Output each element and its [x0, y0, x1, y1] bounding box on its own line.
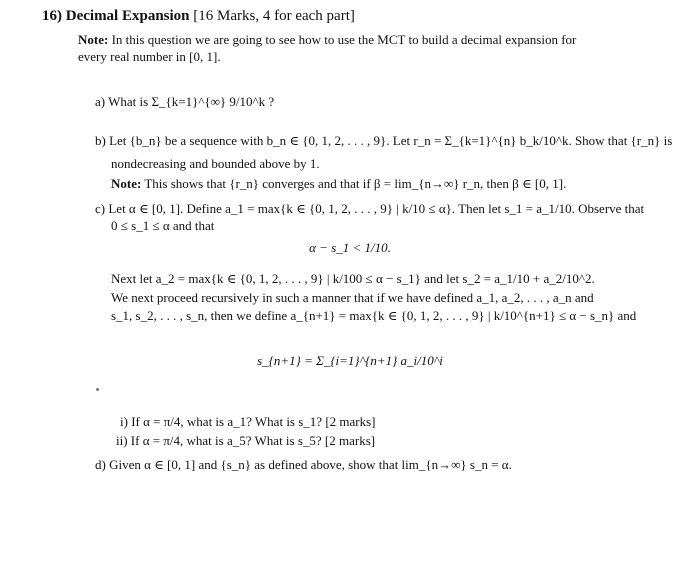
bullet-mark [96, 388, 99, 391]
part-c-display-inequality: α − s_1 < 1/10. [309, 240, 391, 255]
subpart-ii: ii) If α = π/4, what is a_5? What is s_5? [2 marks] [116, 433, 376, 448]
part-d [95, 456, 512, 473]
question-heading [42, 8, 355, 25]
question-marks: [16 Marks, 4 for each part] [193, 8, 355, 24]
part-a [95, 93, 274, 110]
part-d-text: Given α ∈ [0, 1] and {s_n} as defined above, show that lim_{n→∞} s_n = α. [109, 457, 512, 472]
part-c-line-4: We next proceed recursively in such a manner that if we have defined a_1, a_2, . . . , a_n and [111, 290, 594, 305]
question-title: Decimal Expansion [65, 8, 190, 24]
part-b-note-label: Note: [111, 176, 142, 191]
part-b-text-1: Let {b_n} be a sequence with b_n ∈ {0, 1, 2, . . . , 9}. Let r_n = Σ_{k=1}^{n} b_k/10^k. Show that {r_n} is [109, 133, 673, 148]
note-label: Note: [78, 32, 109, 47]
part-b-line-1 [95, 132, 672, 149]
part-c-display-sum: s_{n+1} = Σ_{i=1}^{n+1} a_i/10^i [257, 353, 443, 368]
part-c-line-5: s_1, s_2, . . . , s_n, then we define a_{n+1} = max{k ∈ {0, 1, 2, . . . , 9} | k/10^{n+1} ≤ α − s_n} and [111, 308, 637, 323]
part-c-line-1 [95, 200, 644, 217]
part-b-label: b) [95, 133, 106, 148]
subpart-i: i) If α = π/4, what is a_1? What is s_1? [2 marks] [120, 414, 376, 429]
part-b-note-text: This shows that {r_n} converges and that if β = lim_{n→∞} r_n, then β ∈ [0, 1]. [144, 176, 567, 191]
note-line-2: every real number in [0, 1]. [78, 49, 221, 64]
part-c-line-2: 0 ≤ s_1 ≤ α and that [111, 218, 215, 233]
part-b-line-2: nondecreasing and bounded above by 1. [111, 156, 320, 171]
part-a-label: a) [95, 94, 106, 109]
question-number: 16) [42, 8, 62, 24]
part-d-label: d) [95, 457, 106, 472]
part-b-note [111, 175, 566, 192]
note-text-1: In this question we are going to see how to use the MCT to build a decimal expansion for [111, 32, 577, 47]
note-line-1 [78, 31, 576, 48]
part-c-text-1: Let α ∈ [0, 1]. Define a_1 = max{k ∈ {0, 1, 2, . . . , 9} | k/10 ≤ α}. Then let s_1 = a_1/10. Observe that [108, 201, 645, 216]
part-c-line-3: Next let a_2 = max{k ∈ {0, 1, 2, . . . , 9} | k/100 ≤ α − s_1} and let s_2 = a_1/10 + a_2/10^2. [111, 271, 595, 286]
part-a-text: What is Σ_{k=1}^{∞} 9/10^k ? [108, 94, 275, 109]
part-c-label: c) [95, 201, 106, 216]
